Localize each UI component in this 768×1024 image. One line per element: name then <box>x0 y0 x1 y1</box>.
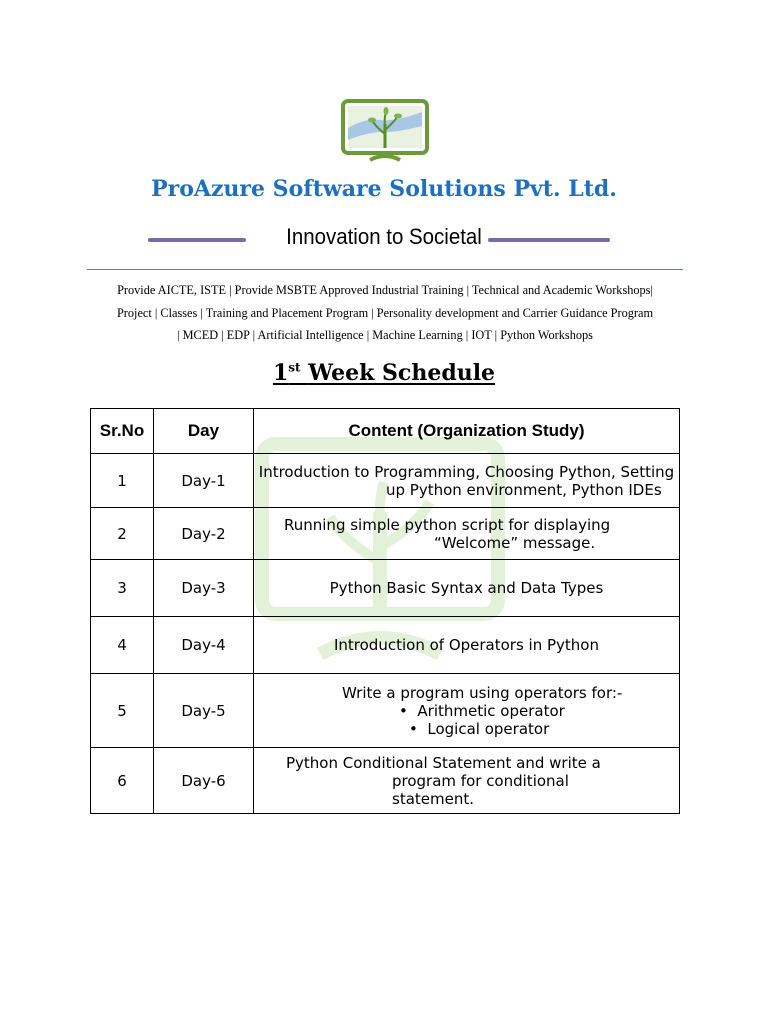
title-number: 1 <box>272 360 289 386</box>
cell-day: Day-6 <box>154 748 254 814</box>
content-line: Python Conditional Statement and write a <box>286 753 601 772</box>
cell-day: Day-3 <box>154 560 254 617</box>
bullet-item: • Arithmetic operator <box>399 701 565 720</box>
cell-sr: 5 <box>91 674 154 748</box>
tagline-row <box>0 224 768 256</box>
bullet-text: Arithmetic operator <box>417 701 565 720</box>
content-line: Write a program using operators for:- <box>342 683 623 702</box>
cell-day: Day-4 <box>154 617 254 674</box>
content-line: Running simple python script for displaying <box>284 515 611 534</box>
header-divider <box>87 269 683 270</box>
services-line: Project | Classes | Training and Placement Program | Personality development and Carrier Guidance Program <box>116 305 654 320</box>
header-day: Day <box>154 409 254 454</box>
content-line: Introduction to Programming, Choosing Python, Setting <box>258 462 675 481</box>
table-row <box>91 508 680 560</box>
cell-sr: 2 <box>91 508 154 560</box>
title-ordinal-suffix: st <box>288 360 301 375</box>
company-logo-icon <box>340 98 430 162</box>
table-row <box>91 454 680 508</box>
cell-sr: 6 <box>91 748 154 814</box>
cell-sr: 4 <box>91 617 154 674</box>
cell-content <box>254 674 680 748</box>
page-title <box>0 360 768 386</box>
table-row <box>91 748 680 814</box>
services-line: | MCED | EDP | Artificial Intelligence | Machine Learning | IOT | Python Workshops <box>177 328 593 342</box>
table-row <box>91 617 680 674</box>
cell-sr: 1 <box>91 454 154 508</box>
services-list <box>88 279 682 347</box>
title-text: Week Schedule <box>308 360 496 386</box>
cell-sr: 3 <box>91 560 154 617</box>
cell-content <box>254 454 680 508</box>
cell-content <box>254 617 680 674</box>
content-text: Introduction of <box>333 636 445 654</box>
tagline-right-bar <box>488 238 610 242</box>
company-name: ProAzure Software Solutions Pvt. Ltd. <box>151 176 617 202</box>
content-line: program for conditional <box>392 771 569 790</box>
table-row <box>91 560 680 617</box>
services-line: Provide AICTE, ISTE | Provide MSBTE Approved Industrial Training | Technical and Academic Workshops| <box>117 283 653 297</box>
cell-day: Day-2 <box>154 508 254 560</box>
table-row <box>91 674 680 748</box>
cell-day: Day-1 <box>154 454 254 508</box>
header-sr-no: Sr.No <box>91 409 154 454</box>
tagline: Innovation to Societal <box>286 224 482 249</box>
table-header-row <box>91 409 680 454</box>
cell-day: Day-5 <box>154 674 254 748</box>
content-text: Operators in Python <box>448 636 599 654</box>
cell-content <box>254 508 680 560</box>
cell-content <box>254 748 680 814</box>
cell-content: Python Basic Syntax and Data Types <box>254 560 680 617</box>
content-line: “Welcome” message. <box>434 533 596 552</box>
content-line: statement. <box>392 789 474 808</box>
bullet-text: Logical operator <box>427 719 550 738</box>
tagline-left-bar <box>148 238 246 242</box>
header-content: Content (Organization Study) <box>254 409 680 454</box>
bullet-item: • Logical operator <box>409 719 550 738</box>
content-line: up Python environment, Python IDEs <box>386 480 662 499</box>
schedule-table <box>90 408 680 814</box>
